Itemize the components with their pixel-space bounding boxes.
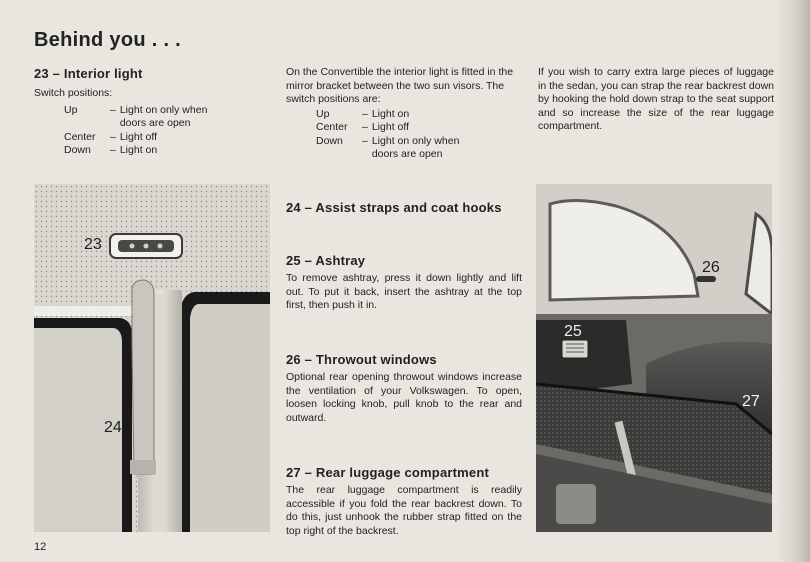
switch-position-row: Down – Light on bbox=[64, 144, 230, 158]
switch-position: Center bbox=[64, 130, 96, 143]
throwout-windows-body: Optional rear opening throwout windows increase the ventilation of your Volkswagen. To open, loosen locking knob, pull knob to the rear and outward. bbox=[286, 371, 522, 424]
switch-position: Center bbox=[316, 121, 348, 133]
switch-positions-intro: Switch positions: bbox=[34, 87, 113, 99]
switch-description: Light on only when doors are open bbox=[371, 134, 460, 160]
switch-position: Down bbox=[64, 144, 91, 156]
switch-description: Light off bbox=[371, 121, 410, 133]
switch-description: Light off bbox=[119, 130, 158, 143]
photo-label-24: 24 bbox=[104, 419, 122, 436]
convertible-section bbox=[286, 66, 522, 162]
switch-position: Down bbox=[316, 134, 343, 147]
assist-straps-heading: 24 – Assist straps and coat hooks bbox=[286, 200, 502, 215]
section-ashtray bbox=[286, 253, 522, 313]
photo-rear-compartment bbox=[536, 184, 772, 532]
switch-position: Up bbox=[316, 107, 330, 120]
luggage-tip-text: If you wish to carry extra large pieces of luggage in the sedan, you can strap the rear backrest down by hooking the hold down strap to the seat support and so increase the size of the rear luggage compartment. bbox=[538, 66, 774, 132]
switch-positions-table bbox=[64, 104, 230, 158]
page-title: Behind you . . . bbox=[34, 29, 182, 51]
ashtray-body: To remove ashtray, press it down lightly and lift out. To put it back, insert the ashtray at the top first, then push it in. bbox=[286, 272, 522, 311]
interior-light-section bbox=[34, 66, 264, 158]
switch-description: Light on bbox=[119, 144, 158, 156]
photo-label-27: 27 bbox=[742, 393, 760, 410]
convertible-switch-table bbox=[316, 108, 472, 162]
throwout-windows-heading: 26 – Throwout windows bbox=[286, 352, 437, 367]
switch-position-row: Up – Light on only when doors are open bbox=[64, 104, 230, 131]
switch-description: Light on bbox=[371, 107, 410, 120]
luggage-tip-section bbox=[538, 66, 774, 134]
photo-interior-light-straps bbox=[34, 184, 270, 532]
switch-position-row: Center – Light off bbox=[316, 121, 472, 135]
rear-luggage-body: The rear luggage compartment is readily accessible if you fold the rear backrest down. To do this, just unhook the rubber strap fitted on the top right of the backrest. bbox=[286, 484, 522, 537]
switch-position: Up bbox=[64, 103, 78, 116]
rear-luggage-heading: 27 – Rear luggage compartment bbox=[286, 465, 490, 480]
page-spine-shadow bbox=[776, 0, 810, 562]
switch-position-row: Center – Light off bbox=[64, 131, 230, 145]
ashtray-heading: 25 – Ashtray bbox=[286, 253, 366, 268]
section-throwout-windows bbox=[286, 352, 522, 425]
page-number: 12 bbox=[34, 541, 47, 553]
photo-label-25: 25 bbox=[564, 323, 582, 340]
photo-label-26: 26 bbox=[702, 259, 720, 276]
convertible-text: On the Convertible the interior light is fitted in the mirror bracket between the two sun visors. The switch positions are: bbox=[286, 66, 514, 105]
section-assist-straps bbox=[286, 200, 522, 215]
switch-description: Light on only when doors are open bbox=[119, 103, 208, 129]
section-rear-luggage bbox=[286, 465, 522, 538]
photo-label-23: 23 bbox=[84, 236, 102, 253]
interior-light-heading: 23 – Interior light bbox=[34, 66, 143, 81]
switch-position-row: Down – Light on only when doors are open bbox=[316, 135, 472, 162]
switch-position-row: Up – Light on bbox=[316, 108, 472, 122]
